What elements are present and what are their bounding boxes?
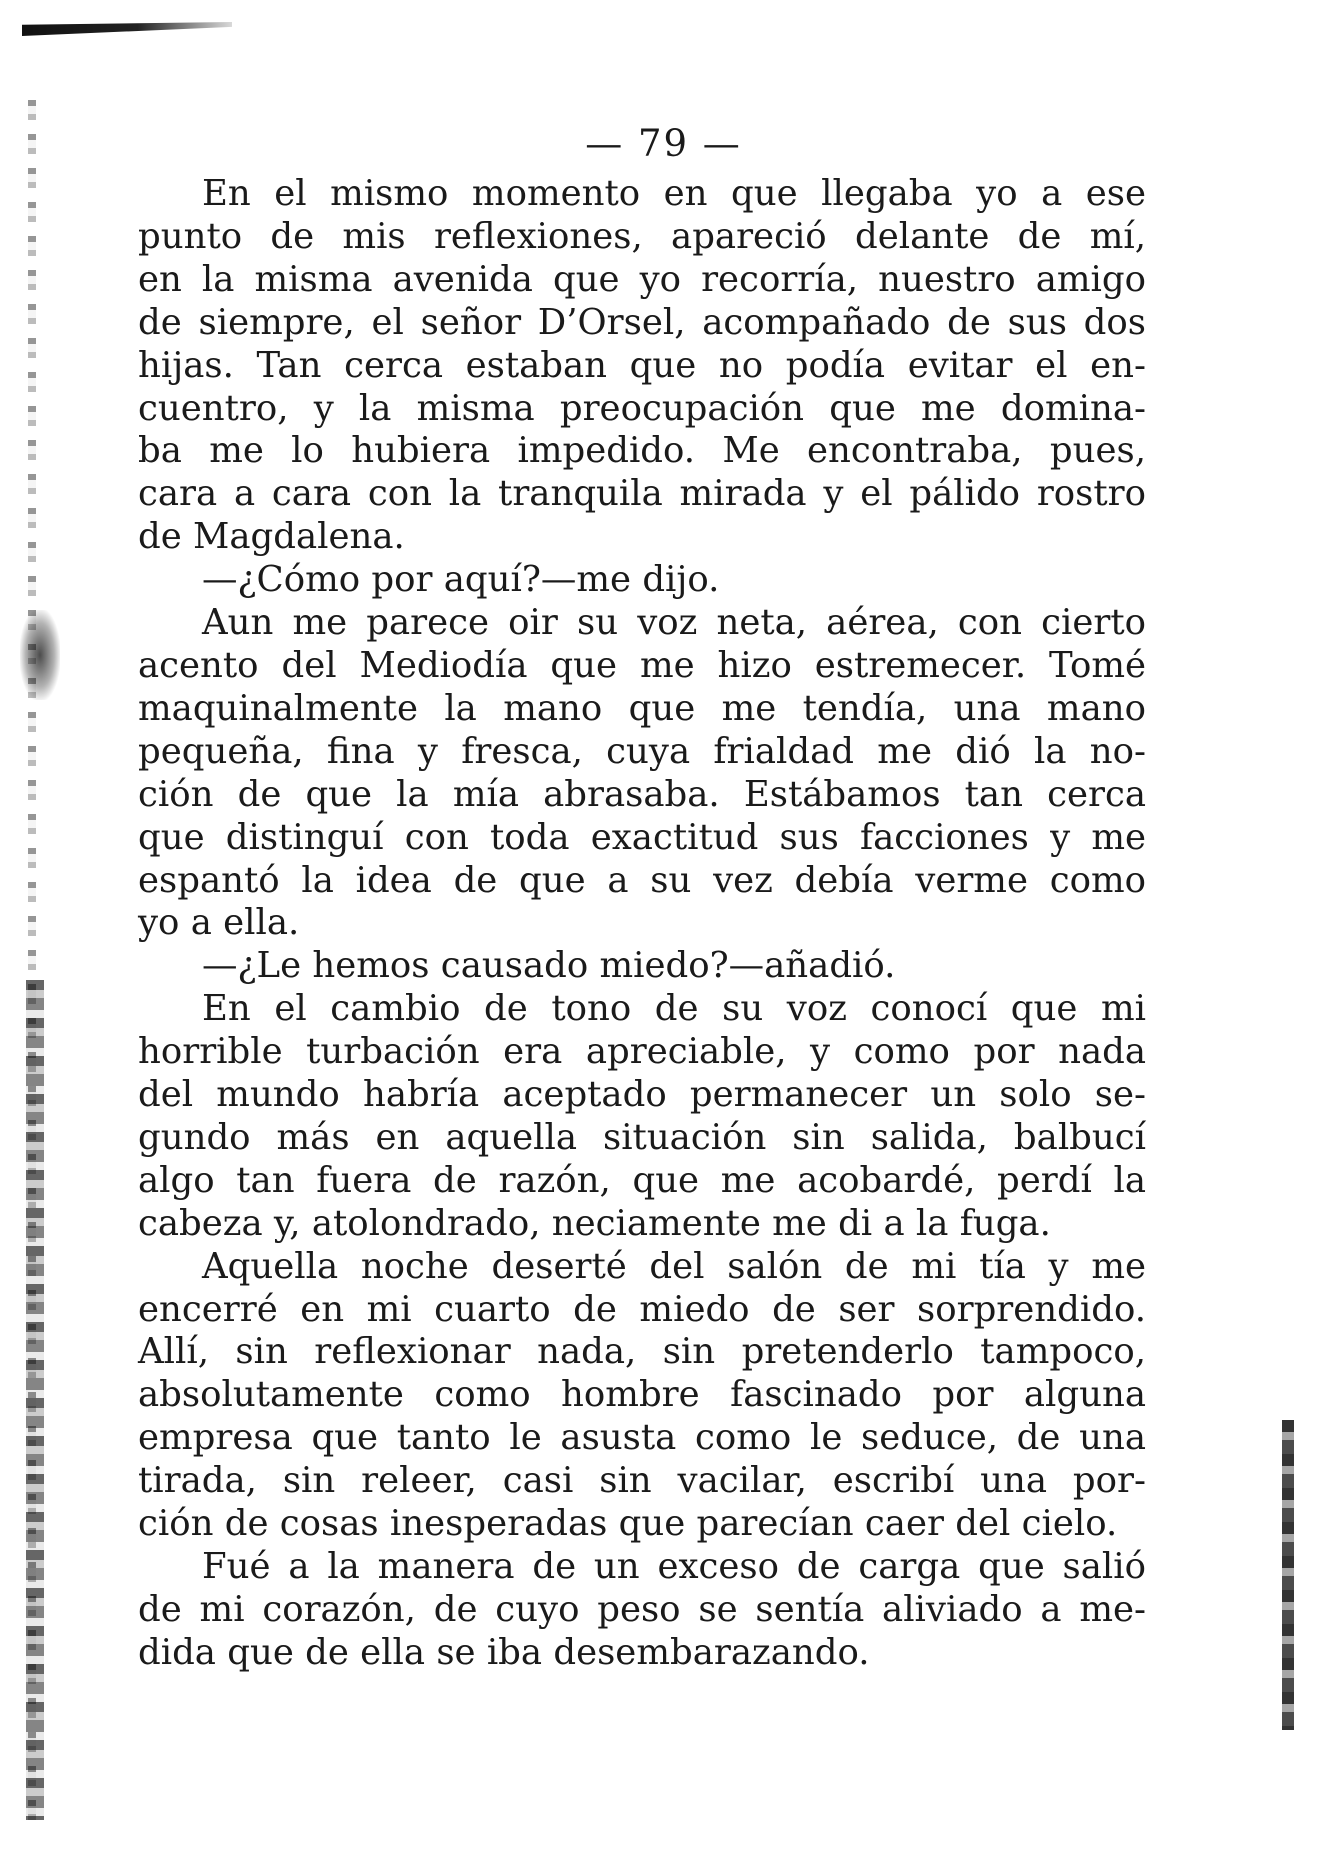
scan-artifact-top [22,22,232,36]
text-line: ción de cosas inesperadas que parecían caer del cielo. [138,1503,1118,1545]
text-line: ba me lo hubiera impedido. Me encontraba, pues, [138,430,1146,472]
text-line: dida que de ella se iba desembarazando. [138,1631,870,1673]
text-line: Aun me parece oir su voz neta, aérea, con cierto [202,602,1146,644]
scan-artifact-left-lower [26,980,44,1820]
body-text [138,173,1146,1675]
text-line: de mi corazón, de cuyo peso se sentía aliviado a me- [138,1588,1146,1630]
scan-artifact-left-blot [20,610,60,700]
text-line: punto de mis reflexiones, apareció delante de mí, [138,215,1146,257]
text-line: algo tan fuera de razón, que me acobardé, perdí la [138,1159,1146,1201]
text-line: de Magdalena. [138,516,405,558]
scan-artifact-right [1282,1420,1294,1730]
text-line: pequeña, fina y fresca, cuya frialdad me dió la no- [138,730,1146,772]
text-line: horrible turbación era apreciable, y como por nada [138,1031,1146,1073]
text-line: acento del Mediodía que me hizo estremecer. Tomé [138,644,1146,686]
text-line: yo a ella. [138,902,300,944]
text-line: de siempre, el señor D’Orsel, acompañado de sus dos [138,301,1146,343]
text-line: hijas. Tan cerca estaban que no podía evitar el en- [138,344,1146,386]
text-line: Fué a la manera de un exceso de carga que salió [202,1546,1146,1587]
text-line: cabeza y, atolondrado, neciamente me di a la fuga. [138,1202,1051,1244]
text-line: cara a cara con la tranquila mirada y el pálido rostro [138,473,1146,515]
text-line: ción de que la mía abrasaba. Estábamos tan cerca [138,773,1146,815]
page-number: — 79 — [585,122,742,165]
text-line: gundo más en aquella situación sin salida, balbucí [138,1116,1146,1158]
text-line: encerré en mi cuarto de miedo de ser sorprendido. [138,1288,1146,1330]
text-line: espantó la idea de que a su vez debía verme como [138,859,1146,901]
text-line: que distinguí con toda exactitud sus facciones y me [138,816,1146,858]
text-line: del mundo habría aceptado permanecer un solo se- [138,1074,1146,1116]
text-line: —¿Cómo por aquí?—me dijo. [202,559,720,601]
text-line: en la misma avenida que yo recorría, nuestro amigo [138,258,1146,300]
text-line: maquinalmente la mano que me tendía, una mano [138,687,1146,729]
text-line: absolutamente como hombre fascinado por alguna [138,1374,1146,1416]
text-line: Allí, sin reflexionar nada, sin pretenderlo tampoco, [138,1331,1146,1373]
text-line: cuentro, y la misma preocupación que me domina- [138,387,1146,429]
text-line: empresa que tanto le asusta como le seduce, de una [138,1417,1146,1459]
text-line: Aquella noche deserté del salón de mi tía y me [202,1245,1146,1287]
text-line: —¿Le hemos causado miedo?—añadió. [202,945,896,987]
text-line: En el cambio de tono de su voz conocí que mi [202,988,1146,1030]
text-line: En el mismo momento en que llegaba yo a ese [202,173,1146,214]
text-line: tirada, sin releer, casi sin vacilar, escribí una por- [138,1460,1146,1502]
